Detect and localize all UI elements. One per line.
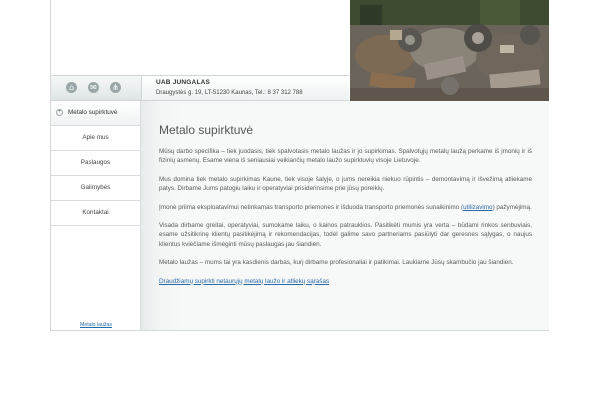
- sidebar-item-metalo-supirktuve[interactable]: [51, 101, 140, 126]
- main-content: [141, 101, 549, 330]
- page-title: Metalo supirktuvė: [159, 123, 254, 137]
- prohibited-metals-list-link[interactable]: Draudžiamų supirkti netaurųjų metalų laužo ir atliekų sąrašas: [159, 277, 330, 285]
- sidebar-item-galimybes[interactable]: [51, 176, 140, 201]
- bullet-icon: +: [57, 109, 62, 115]
- paragraph-3: [159, 203, 532, 212]
- sidebar-item-label: Kontaktai: [82, 209, 109, 216]
- company-name: UAB JUNGALAS: [156, 79, 211, 86]
- footer-link-metalo-lauzas[interactable]: Metalo laužas: [79, 322, 112, 328]
- content-body: [159, 147, 532, 295]
- sitemap-icon[interactable]: ⋔: [110, 82, 121, 93]
- sidebar-item-label: Galimybės: [80, 184, 111, 191]
- page-frame: [50, 0, 549, 331]
- header-info-bar: [51, 75, 349, 101]
- paragraph-5: Metalo laužas – mums tai yra kasdienis darbas, kurį dirbame profesionaliai ir patikimai. Laukiame Jūsų skambučio jau šiandien.: [159, 259, 514, 267]
- header-blank-area: [51, 0, 349, 75]
- sidebar-item-paslaugos[interactable]: [51, 151, 140, 176]
- paragraph-3-text-after: ) pažymėjimą.: [492, 203, 532, 211]
- sidebar-nav: [51, 101, 141, 330]
- sidebar-item-kontaktai[interactable]: [51, 201, 140, 226]
- company-address: Draugystės g. 19, LT-51230 Kaunas, Tel.: 8 37 312 788: [156, 90, 303, 96]
- paragraph-3-text-before: Įmonė priima eksploatavimui netinkamas transporto priemones ir išduoda transporto priemonės sunaikinimo (: [159, 203, 464, 211]
- utilizavimo-link[interactable]: utilizavimo: [463, 203, 493, 211]
- sidebar-item-apie-mus[interactable]: [51, 126, 140, 151]
- sidebar-item-label: Paslaugos: [80, 159, 111, 166]
- sidebar-item-label: Metalo supirktuvė: [68, 109, 118, 116]
- mail-icon[interactable]: ✉: [88, 82, 99, 93]
- scrap-metal-photo: [350, 0, 549, 101]
- sidebar-item-label: Apie mus: [82, 134, 109, 141]
- paragraph-1: Mūsų darbo specifika – tiek juodasis, tiek spalvotasis metalo laužas ir jo supirkimas. Spalvotųjų metalų laužą perkame iš įmonių ir iš fizinių asmenų. Esame viena iš seniausiai veikiančių metalo laužo supirktuvių visoje Lietuvoje.: [159, 148, 532, 165]
- home-icon[interactable]: ⌂: [66, 82, 77, 93]
- paragraph-4: Visada dirbame greitai, operatyviai, sumokame laiku, o kainos patrauklios. Pasitikėti mumis yra verta – būdami rinkos senbuviais, esame užsitikrinę klientų pasitikėjimą ir rekomendacijas, todėl galime savo partneriams pasiūlyti dar geresnes sąlygas, o naujus klientus kviečiame išmėginti mūsų paslaugas jau šiandien.: [159, 222, 532, 248]
- paragraph-2: Mus domina tiek metalo supirkimas Kaune, tiek visoje šalyje, o jums nereikia niekuo rūpintis – demontavimą ir išvežimą atliekame patys. Dirbame Jums patogiu laiku ir operatyviai prisiderinsime prie jūsų poreikių.: [159, 175, 532, 193]
- header-icon-strip: [51, 76, 142, 100]
- scrap-photo-image: [350, 0, 549, 101]
